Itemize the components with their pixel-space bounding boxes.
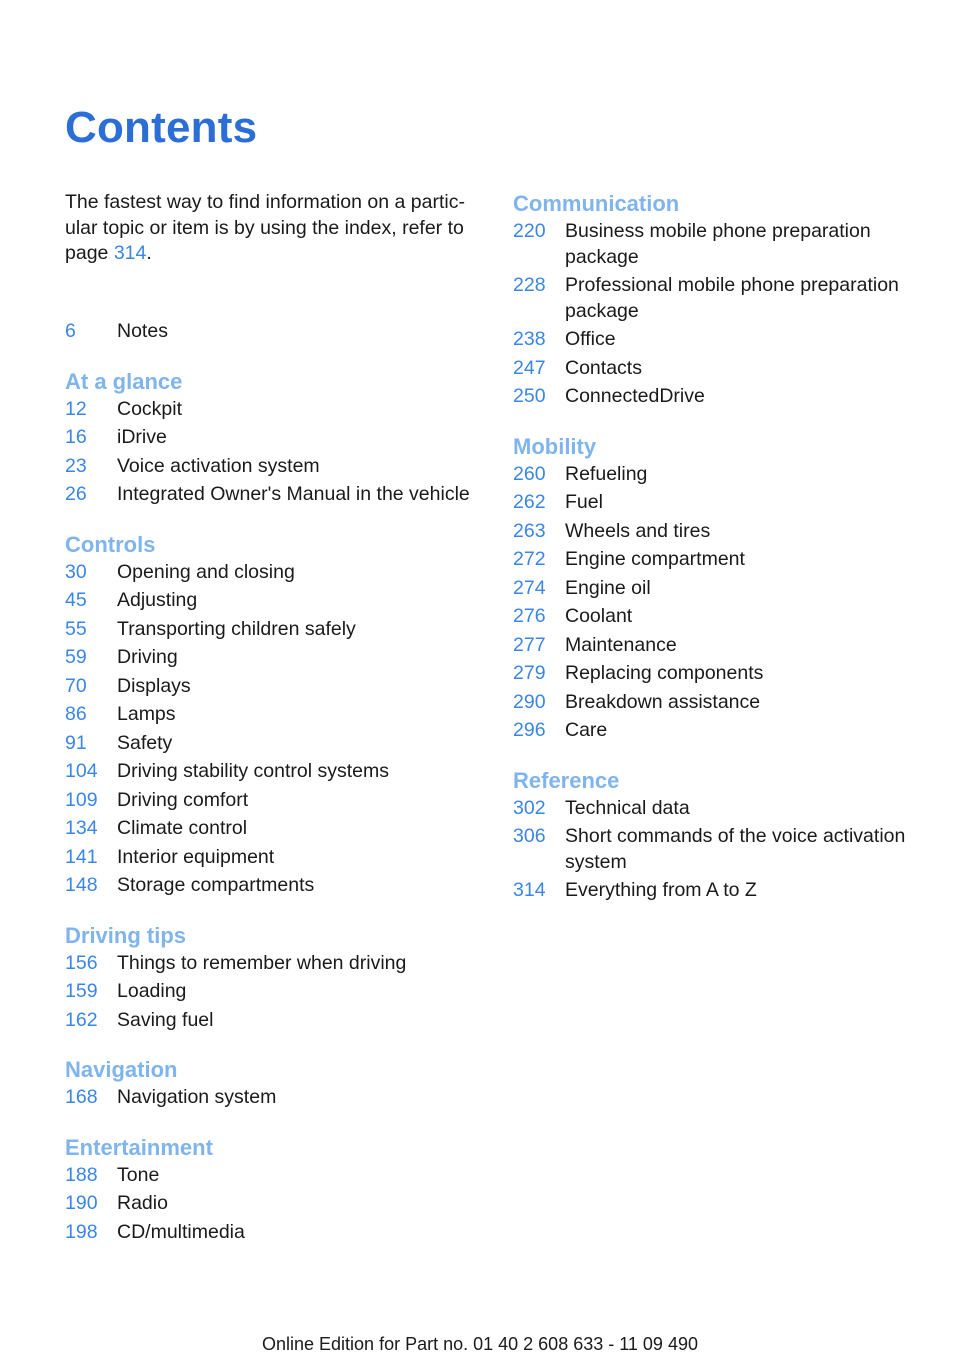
toc-entry-label[interactable]: Driving: [117, 646, 178, 668]
section-heading: Entertainment: [65, 1134, 213, 1160]
toc-page-number[interactable]: 91: [65, 731, 87, 754]
toc-page-number[interactable]: 190: [65, 1192, 98, 1214]
toc-page-number[interactable]: 279: [513, 662, 546, 684]
toc-entry-label[interactable]: Breakdown assistance: [565, 690, 761, 713]
toc-entry-wheels-and-tires[interactable]: [513, 519, 933, 545]
toc-page-number[interactable]: 141: [65, 845, 98, 868]
toc-page-number[interactable]: 26: [65, 483, 87, 505]
toc-entry-connecteddrive[interactable]: [513, 384, 933, 410]
toc-page-number[interactable]: 277: [513, 633, 546, 656]
toc-entry-interior-equipment[interactable]: [65, 845, 485, 871]
toc-entry-storage-compartments[interactable]: [65, 873, 485, 899]
toc-entry-label[interactable]: Replacing components: [565, 662, 764, 684]
toc-entry-label[interactable]: Office: [565, 328, 616, 350]
toc-entry-engine-oil[interactable]: [513, 576, 933, 602]
toc-entry-label[interactable]: Driving stability control systems: [117, 760, 389, 782]
toc-entry-label[interactable]: Maintenance: [565, 633, 677, 656]
toc-page-number[interactable]: 296: [513, 719, 546, 741]
toc-entry-notes[interactable]: [65, 319, 485, 345]
toc-entry-short-commands-of-the-voice-activation-system[interactable]: [513, 824, 933, 875]
toc-entry-label[interactable]: Interior equipment: [117, 845, 275, 868]
toc-entry-label[interactable]: Lamps: [117, 703, 176, 725]
toc-entry-label[interactable]: Integrated Owner's Manual in the vehicle: [117, 483, 470, 505]
section-heading: At a glance: [65, 368, 183, 394]
toc-entry-label[interactable]: Safety: [117, 731, 173, 754]
toc-entry-business-mobile-phone-preparation-package[interactable]: [513, 219, 933, 270]
toc-entry-lamps[interactable]: [65, 702, 485, 728]
section-heading: Communication: [513, 191, 680, 216]
toc-page-number[interactable]: 156: [65, 951, 98, 974]
toc-entry-professional-mobile-phone-preparation-package[interactable]: [513, 273, 933, 324]
toc-entry-radio[interactable]: [65, 1191, 485, 1217]
toc-entry-label[interactable]: Refueling: [565, 462, 648, 485]
intro-suffix: .: [146, 242, 152, 264]
footer-edition-text: Online Edition for Part no. 01 40 2 608 633 - 11 09 490: [262, 1334, 698, 1354]
toc-page-number[interactable]: 59: [65, 646, 87, 668]
toc-page-number[interactable]: 314: [513, 879, 546, 901]
toc-entry-refueling[interactable]: [513, 462, 933, 488]
toc-entry-idrive[interactable]: [65, 425, 485, 451]
toc-entry-office[interactable]: [513, 327, 933, 353]
toc-entry-climate-control[interactable]: [65, 816, 485, 842]
page-title: Contents: [65, 103, 258, 152]
toc-right-column: [513, 190, 933, 927]
toc-entry-label[interactable]: Things to remember when driving: [117, 951, 407, 974]
toc-entry-coolant[interactable]: [513, 604, 933, 630]
toc-entry-label[interactable]: Adjusting: [117, 589, 198, 611]
toc-page-number[interactable]: 238: [513, 328, 546, 350]
toc-entry-label[interactable]: Driving comfort: [117, 788, 249, 811]
toc-entry-label[interactable]: Everything from A to Z: [565, 879, 757, 901]
toc-page-number[interactable]: 168: [65, 1086, 98, 1108]
toc-entry-care[interactable]: [513, 718, 933, 744]
toc-entry-label[interactable]: Radio: [117, 1192, 168, 1214]
toc-entry-transporting-children-safely[interactable]: [65, 617, 485, 643]
toc-page-number[interactable]: 228: [513, 274, 546, 296]
toc-entry-safety[interactable]: [65, 731, 485, 757]
toc-entry-breakdown-assistance[interactable]: [513, 690, 933, 716]
toc-page-number[interactable]: 134: [65, 817, 98, 839]
toc-entry-label[interactable]: Saving fuel: [117, 1008, 214, 1031]
toc-entry-engine-compartment[interactable]: [513, 547, 933, 573]
toc-entry-label[interactable]: Cockpit: [117, 397, 183, 420]
toc-entry-label[interactable]: Technical data: [565, 796, 690, 819]
toc-section-controls: [65, 531, 485, 899]
toc-section-mobility: [513, 433, 933, 744]
toc-entry-label[interactable]: Care: [565, 719, 608, 741]
toc-entry-navigation-system[interactable]: [65, 1085, 485, 1111]
toc-entry-integrated-owner-s-manual-in-the-vehicle[interactable]: [65, 482, 485, 508]
toc-section-intro: [65, 319, 485, 345]
toc-page-number[interactable]: 276: [513, 605, 546, 627]
toc-entry-label[interactable]: Fuel: [565, 491, 603, 513]
toc-page-number[interactable]: 162: [65, 1008, 98, 1031]
toc-page-number[interactable]: 86: [65, 703, 87, 725]
toc-entry-displays[interactable]: [65, 674, 485, 700]
toc-entry-label[interactable]: Storage compartments: [117, 874, 315, 896]
toc-page-number[interactable]: 104: [65, 760, 98, 782]
toc-entry-cd-multimedia[interactable]: [65, 1220, 485, 1246]
toc-entry-things-to-remember-when-driving[interactable]: [65, 951, 485, 977]
toc-section-navigation: [65, 1056, 485, 1111]
toc-entry-label[interactable]: Tone: [117, 1163, 160, 1186]
toc-page-number[interactable]: 6: [65, 320, 76, 342]
index-page-link[interactable]: 314: [113, 242, 147, 264]
toc-page-number[interactable]: 70: [65, 674, 87, 697]
toc-page-number[interactable]: 45: [65, 589, 87, 611]
toc-section-driving-tips: [65, 922, 485, 1034]
toc-page-number[interactable]: 306: [513, 825, 546, 847]
toc-entry-label[interactable]: Wheels and tires: [565, 519, 711, 542]
toc-entry-replacing-components[interactable]: [513, 661, 933, 687]
toc-page-number[interactable]: 262: [513, 491, 546, 513]
toc-entry-label[interactable]: Climate control: [117, 817, 248, 839]
toc-entry-label[interactable]: Voice activation system: [117, 454, 320, 477]
section-heading: Controls: [65, 531, 156, 557]
toc-page-number[interactable]: 109: [65, 788, 98, 811]
toc-entry-opening-and-closing[interactable]: [65, 560, 485, 586]
toc-page-number[interactable]: 250: [513, 385, 546, 407]
toc-page-number[interactable]: 55: [65, 617, 87, 640]
section-heading: Navigation: [65, 1057, 178, 1082]
toc-entry-contacts[interactable]: [513, 356, 933, 382]
toc-page-number[interactable]: 159: [65, 980, 98, 1002]
intro-text: The fastest way to find information on a partic-ular topic or item is by using the index, refer to page: [65, 191, 465, 264]
toc-entry-label[interactable]: Contacts: [565, 356, 642, 379]
toc-entry-label[interactable]: Loading: [117, 980, 187, 1002]
toc-section-entertainment: [65, 1134, 485, 1246]
toc-entry-label[interactable]: Transporting children safely: [117, 617, 356, 640]
toc-entry-label[interactable]: Displays: [117, 674, 191, 697]
toc-entry-label[interactable]: Coolant: [565, 605, 633, 627]
toc-page-number[interactable]: 290: [513, 690, 546, 713]
toc-entry-label[interactable]: Notes: [117, 320, 168, 342]
toc-section-reference: [513, 767, 933, 904]
toc-entry-label[interactable]: Opening and closing: [117, 560, 295, 583]
toc-entry-saving-fuel[interactable]: [65, 1008, 485, 1034]
toc-page-number[interactable]: 148: [65, 874, 98, 896]
toc-page-number[interactable]: 247: [513, 356, 546, 379]
toc-page-number[interactable]: 302: [513, 796, 546, 819]
toc-entry-label[interactable]: Engine compartment: [565, 548, 745, 570]
toc-entry-everything-from-a-to-z[interactable]: [513, 878, 933, 904]
toc-page-number[interactable]: 263: [513, 519, 546, 542]
toc-section-at-a-glance: [65, 368, 485, 508]
toc-entry-driving-stability-control-systems[interactable]: [65, 759, 485, 785]
toc-entry-driving[interactable]: [65, 645, 485, 671]
toc-entry-label[interactable]: Engine oil: [565, 576, 651, 599]
toc-left-column: [65, 319, 485, 1268]
toc-page-number[interactable]: 23: [65, 454, 87, 477]
toc-page-number[interactable]: 12: [65, 397, 87, 420]
toc-page-number[interactable]: 220: [513, 220, 546, 242]
page-footer: [0, 1332, 960, 1356]
toc-page-number[interactable]: 198: [65, 1220, 98, 1243]
toc-section-communication: [513, 190, 933, 410]
toc-entry-technical-data[interactable]: [513, 796, 933, 822]
section-heading: Reference: [513, 767, 620, 793]
toc-page-number[interactable]: 30: [65, 560, 87, 583]
toc-page-number[interactable]: 16: [65, 426, 87, 448]
toc-entry-voice-activation-system[interactable]: [65, 454, 485, 480]
toc-page-number[interactable]: 274: [513, 576, 546, 599]
toc-entry-loading[interactable]: [65, 979, 485, 1005]
toc-page-number[interactable]: 260: [513, 462, 546, 485]
toc-entry-fuel[interactable]: [513, 490, 933, 516]
toc-entry-adjusting[interactable]: [65, 588, 485, 614]
toc-entry-label[interactable]: Navigation system: [117, 1086, 277, 1108]
toc-entry-cockpit[interactable]: [65, 397, 485, 423]
toc-entry-tone[interactable]: [65, 1163, 485, 1189]
section-heading: Mobility: [513, 433, 597, 459]
toc-page-number[interactable]: 188: [65, 1163, 98, 1186]
intro-paragraph: [65, 190, 485, 267]
toc-entry-label[interactable]: iDrive: [117, 426, 167, 448]
toc-entry-maintenance[interactable]: [513, 633, 933, 659]
toc-entry-driving-comfort[interactable]: [65, 788, 485, 814]
toc-entry-label[interactable]: CD/multimedia: [117, 1220, 245, 1243]
toc-entry-label[interactable]: ConnectedDrive: [565, 385, 705, 407]
toc-entry-label[interactable]: Short commands of the voice activation system: [565, 825, 906, 873]
toc-entry-label[interactable]: Professional mobile phone preparation package: [565, 274, 899, 322]
section-heading: Driving tips: [65, 922, 187, 948]
toc-entry-label[interactable]: Business mobile phone preparation package: [565, 220, 871, 268]
toc-page-number[interactable]: 272: [513, 548, 546, 570]
